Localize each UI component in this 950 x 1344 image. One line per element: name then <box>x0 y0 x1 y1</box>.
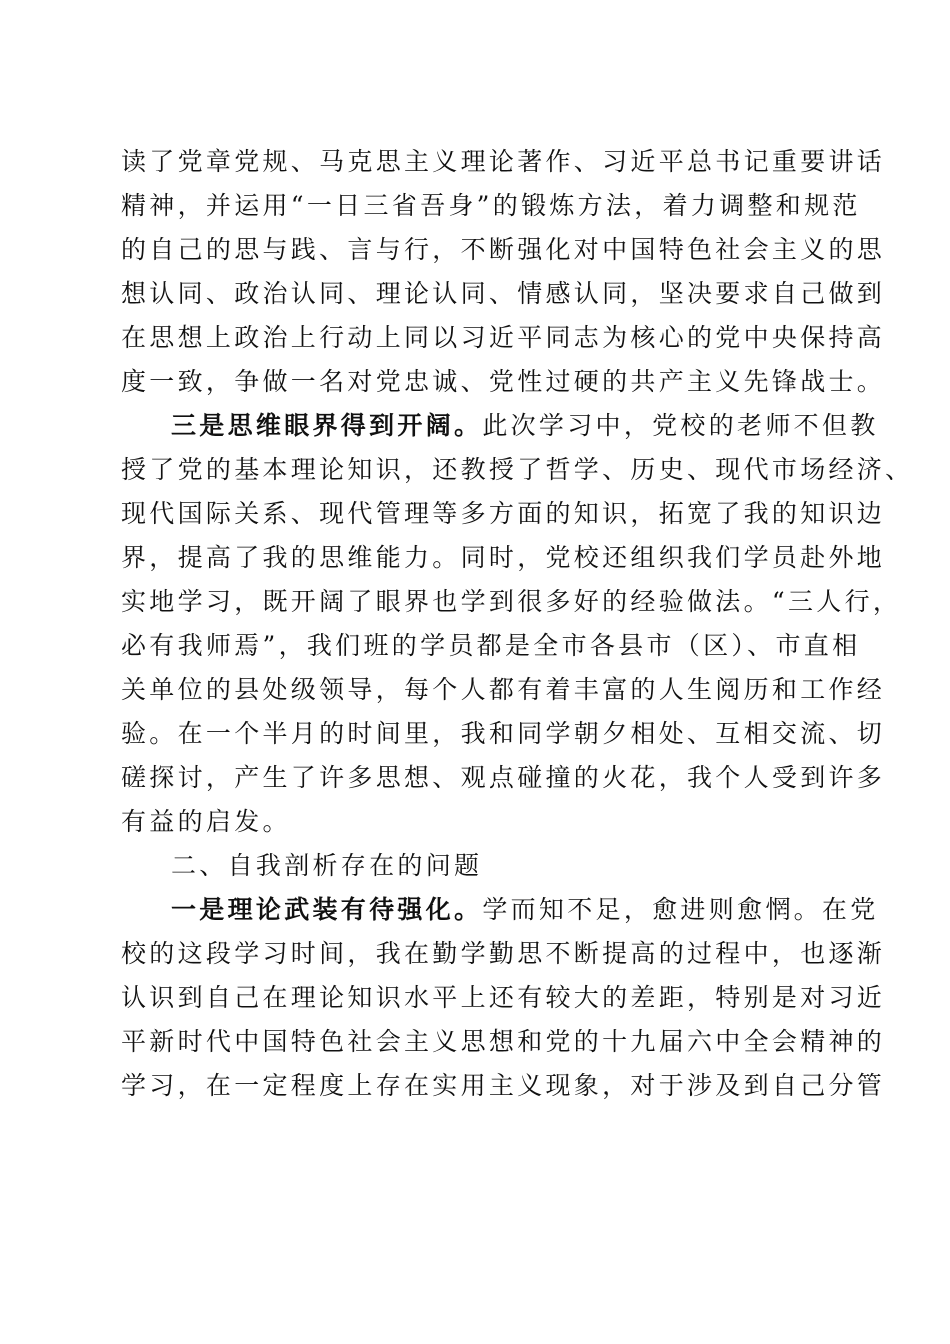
text-line: 读了党章党规、马克思主义理论著作、习近平总书记重要讲话 <box>121 147 886 176</box>
text-line: 想认同、政治认同、理论认同、情感认同，坚决要求自己做到 <box>121 279 886 308</box>
document-page <box>121 140 914 1108</box>
text-line: 认识到自己在理论知识水平上还有较大的差距，特别是对习近 <box>121 983 886 1012</box>
text-line: 的自己的思与践、言与行，不断强化对中国特色社会主义的思 <box>121 235 886 264</box>
text-line: 现代国际关系、现代管理等多方面的知识，拓宽了我的知识边 <box>121 499 886 528</box>
paragraph-theory <box>121 888 886 1108</box>
paragraph-lead: 三是思维眼界得到开阔。 <box>171 411 483 440</box>
text-line <box>121 404 879 448</box>
text-line: 在思想上政治上行动上同以习近平同志为核心的党中央保持高 <box>121 323 886 352</box>
text-line: 学习，在一定程度上存在实用主义现象，对于涉及到自己分管 <box>121 1071 886 1100</box>
text-line: 度一致，争做一名对党忠诚、党性过硬的共产主义先锋战士。 <box>121 367 886 396</box>
text-line: 界，提高了我的思维能力。同时，党校还组织我们学员赴外地 <box>121 543 886 572</box>
text-line: 有益的启发。 <box>121 807 291 836</box>
text-line: 平新时代中国特色社会主义思想和党的十九届六中全会精神的 <box>121 1027 886 1056</box>
text-line: 验。在一个半月的时间里，我和同学朝夕相处、互相交流、切 <box>121 719 886 748</box>
text-line: 授了党的基本理论知识，还教授了哲学、历史、现代市场经济、 <box>121 455 914 484</box>
paragraph-lead: 一是理论武装有待强化。 <box>171 895 483 924</box>
section-heading: 二、自我剖析存在的问题 <box>171 851 483 880</box>
paragraph-first-line-rest: 此次学习中，党校的老师不但教 <box>482 411 879 440</box>
paragraph-continuation <box>121 140 886 404</box>
paragraph-broadened-vision <box>121 404 914 844</box>
text-line: 精神，并运用“一日三省吾身”的锻炼方法，着力调整和规范 <box>121 191 861 220</box>
text-line: 磋探讨，产生了许多思想、观点碰撞的火花，我个人受到许多 <box>121 763 886 792</box>
paragraph-first-line-rest: 学而知不足，愈进则愈惘。在党 <box>482 895 879 924</box>
text-line: 校的这段学习时间，我在勤学勤思不断提高的过程中，也逐渐 <box>121 939 886 968</box>
text-line: 关单位的县处级领导，每个人都有着丰富的人生阅历和工作经 <box>121 675 886 704</box>
text-line <box>121 888 879 932</box>
text-line: 必有我师焉”，我们班的学员都是全市各县市（区）、市直相 <box>121 631 861 660</box>
text-line: 实地学习，既开阔了眼界也学到很多好的经验做法。“三人行， <box>121 587 902 616</box>
